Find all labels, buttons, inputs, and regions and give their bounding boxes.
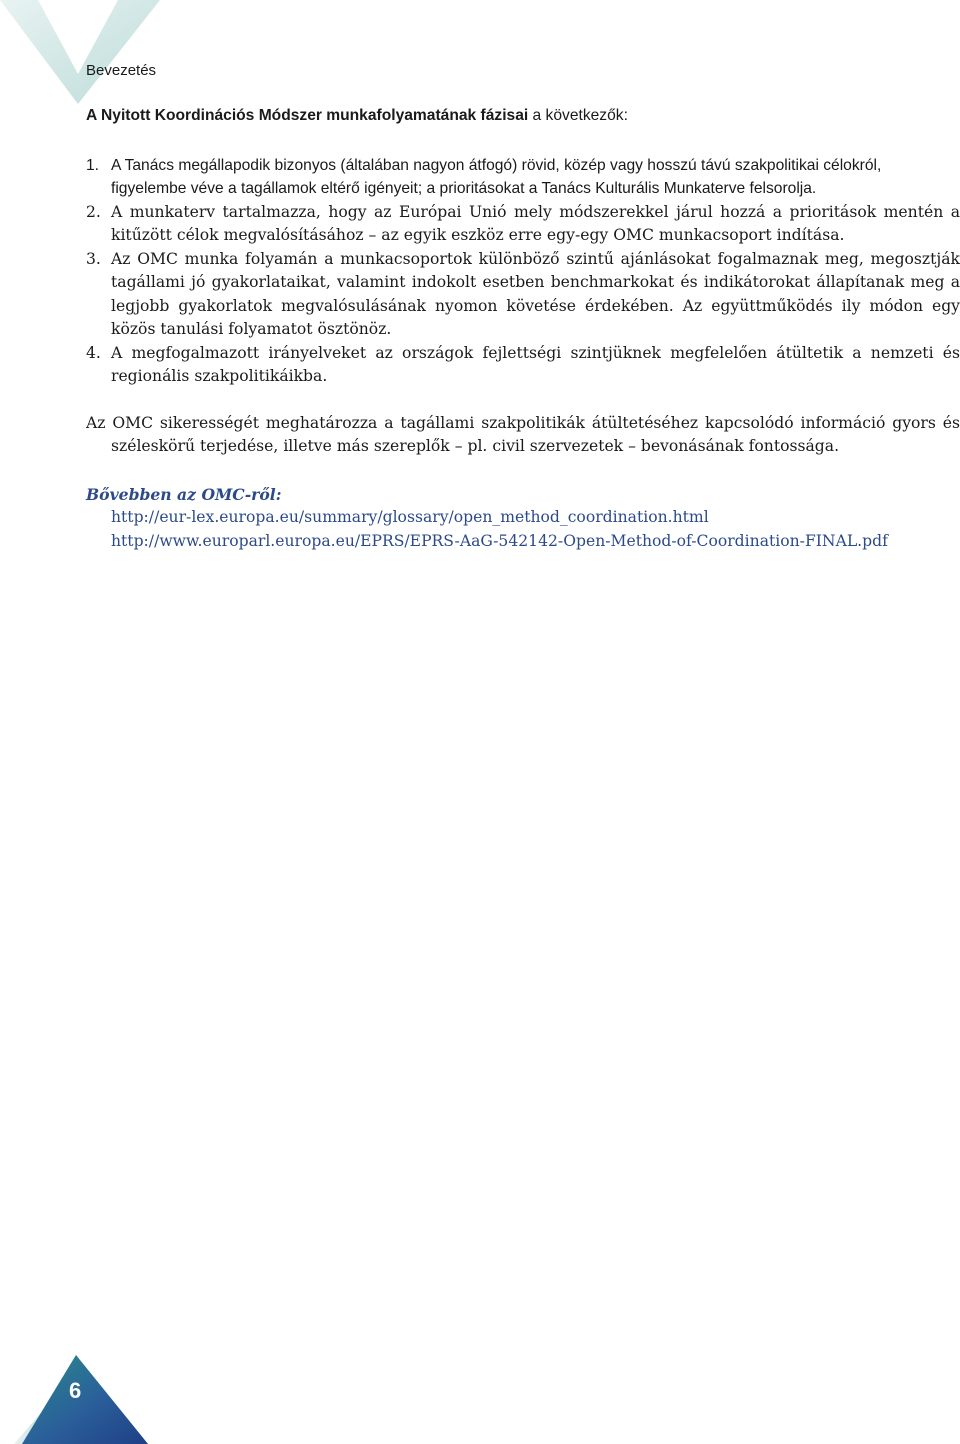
summary-paragraph: Az OMC sikerességét meghatározza a tagállami szakpolitikák átültetéséhez kapcsolódó információ gyors és széleskörű terjedése, illetve más szereplők – pl. civil szervezetek – bevonásának fontossága. <box>86 413 960 455</box>
list-item-number: 2. <box>86 202 101 221</box>
section-header: Bevezetés <box>86 62 157 79</box>
list-item-text: A megfogalmazott irányelveket az országok fejlettségi szintjüknek megfelelően átültetik a nemzeti és regionális szakpolitikáikba. <box>111 343 960 385</box>
list-item-number: 4. <box>86 343 101 362</box>
page-number: 6 <box>69 1378 82 1403</box>
corner-chevron-decoration <box>0 0 170 110</box>
list-item-text: A Tanács megállapodik bizonyos (általában nagyon átfogó) rövid, közép vagy hosszú távú szakpolitikai célokról, figyelembe véve a tagállamok eltérő igényeit; a prioritásokat a Tanács Kulturális Munkaterve felsorolja. <box>111 156 882 197</box>
eur-lex-link[interactable]: http://eur-lex.europa.eu/summary/glossary/open_method_coordination.html <box>111 508 709 526</box>
intro-paragraph <box>86 104 960 128</box>
page-number-triangle-decoration <box>14 1355 154 1444</box>
list-item-text: Az OMC munka folyamán a munkacsoportok különböző szintű ajánlásokat fogalmaznak meg, megosztják tagállami jó gyakorlataikat, valamint indokolt esetben benchmarkokat és indikátorokat állapítanak meg a legjobb gyakorlatok megvalósulásának nyomon követése érdekében. Az együttműködés ily módon egy közös tanulási folyamatot ösztönöz. <box>111 249 960 338</box>
list-item <box>86 201 960 248</box>
phase-list <box>86 154 960 389</box>
intro-rest: a következők: <box>528 107 628 124</box>
list-item-number: 1. <box>86 156 100 174</box>
more-info-title: Bővebben az OMC-ről: <box>86 484 282 504</box>
triangle-dark-shape <box>22 1355 148 1444</box>
list-item <box>86 154 960 201</box>
intro-bold: A Nyitott Koordinációs Módszer munkafolyamatának fázisai <box>86 107 529 124</box>
list-item-number: 3. <box>86 249 101 268</box>
chevron-shape <box>0 0 160 104</box>
list-item <box>86 248 960 342</box>
list-item-text: A munkaterv tartalmazza, hogy az Európai Unió mely módszerekkel járul hozzá a prioritások mentén a kitűzött célok megvalósításához – az egyik eszköz erre egy-egy OMC munkacsoport indítása. <box>111 202 960 244</box>
main-content <box>86 104 960 553</box>
more-info-links <box>86 506 960 553</box>
more-info-section <box>86 483 960 554</box>
list-item <box>86 342 960 389</box>
europarl-link[interactable]: http://www.europarl.europa.eu/EPRS/EPRS-AaG-542142-Open-Method-of-Coordination-FINAL.pdf <box>111 531 888 550</box>
